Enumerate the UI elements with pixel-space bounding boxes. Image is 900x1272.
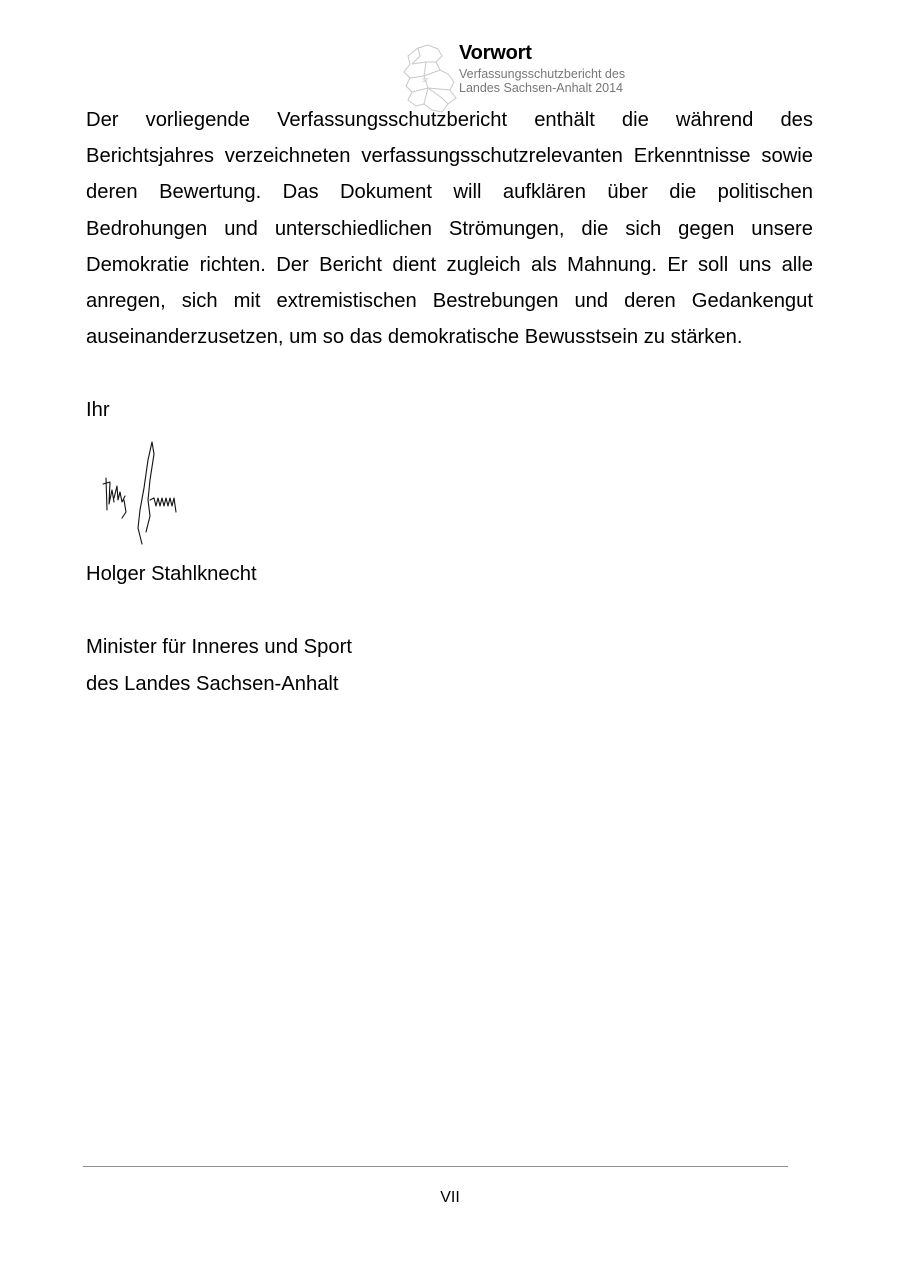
svg-text:ST: ST <box>422 78 429 84</box>
page-number: VII <box>440 1189 460 1206</box>
handwritten-signature <box>100 440 184 546</box>
report-subtitle-line1: Verfassungsschutzbericht des <box>459 67 626 81</box>
page-title: Vorwort <box>459 42 532 64</box>
foreword-paragraph: Der vorliegende Verfassungsschutzbericht enthält die während des Berichtsjahres verzeichneten verfassungsschutzrelevanten Erkenntnisse sowie deren Bewertung. Das Dokument will aufklären über die politischen Bedrohungen und unterschiedlichen Strömungen, die sich gegen unsere Demokratie richten. Der Bericht dient zugleich als Mahnung. Er soll uns alle anregen, sich mit extremistischen Bestrebungen und deren Gedankengut auseinanderzusetzen, um so das demokratische Bewusstsein zu stärken. <box>86 109 813 349</box>
signer-position-line2: des Landes Sachsen-Anhalt <box>86 673 339 695</box>
footer-divider <box>83 1166 788 1167</box>
signer-position-line1: Minister für Inneres und Sport <box>86 636 352 658</box>
report-subtitle-line2: Landes Sachsen-Anhalt 2014 <box>459 81 624 95</box>
signer-name: Holger Stahlknecht <box>86 563 257 585</box>
salutation: Ihr <box>86 399 110 421</box>
